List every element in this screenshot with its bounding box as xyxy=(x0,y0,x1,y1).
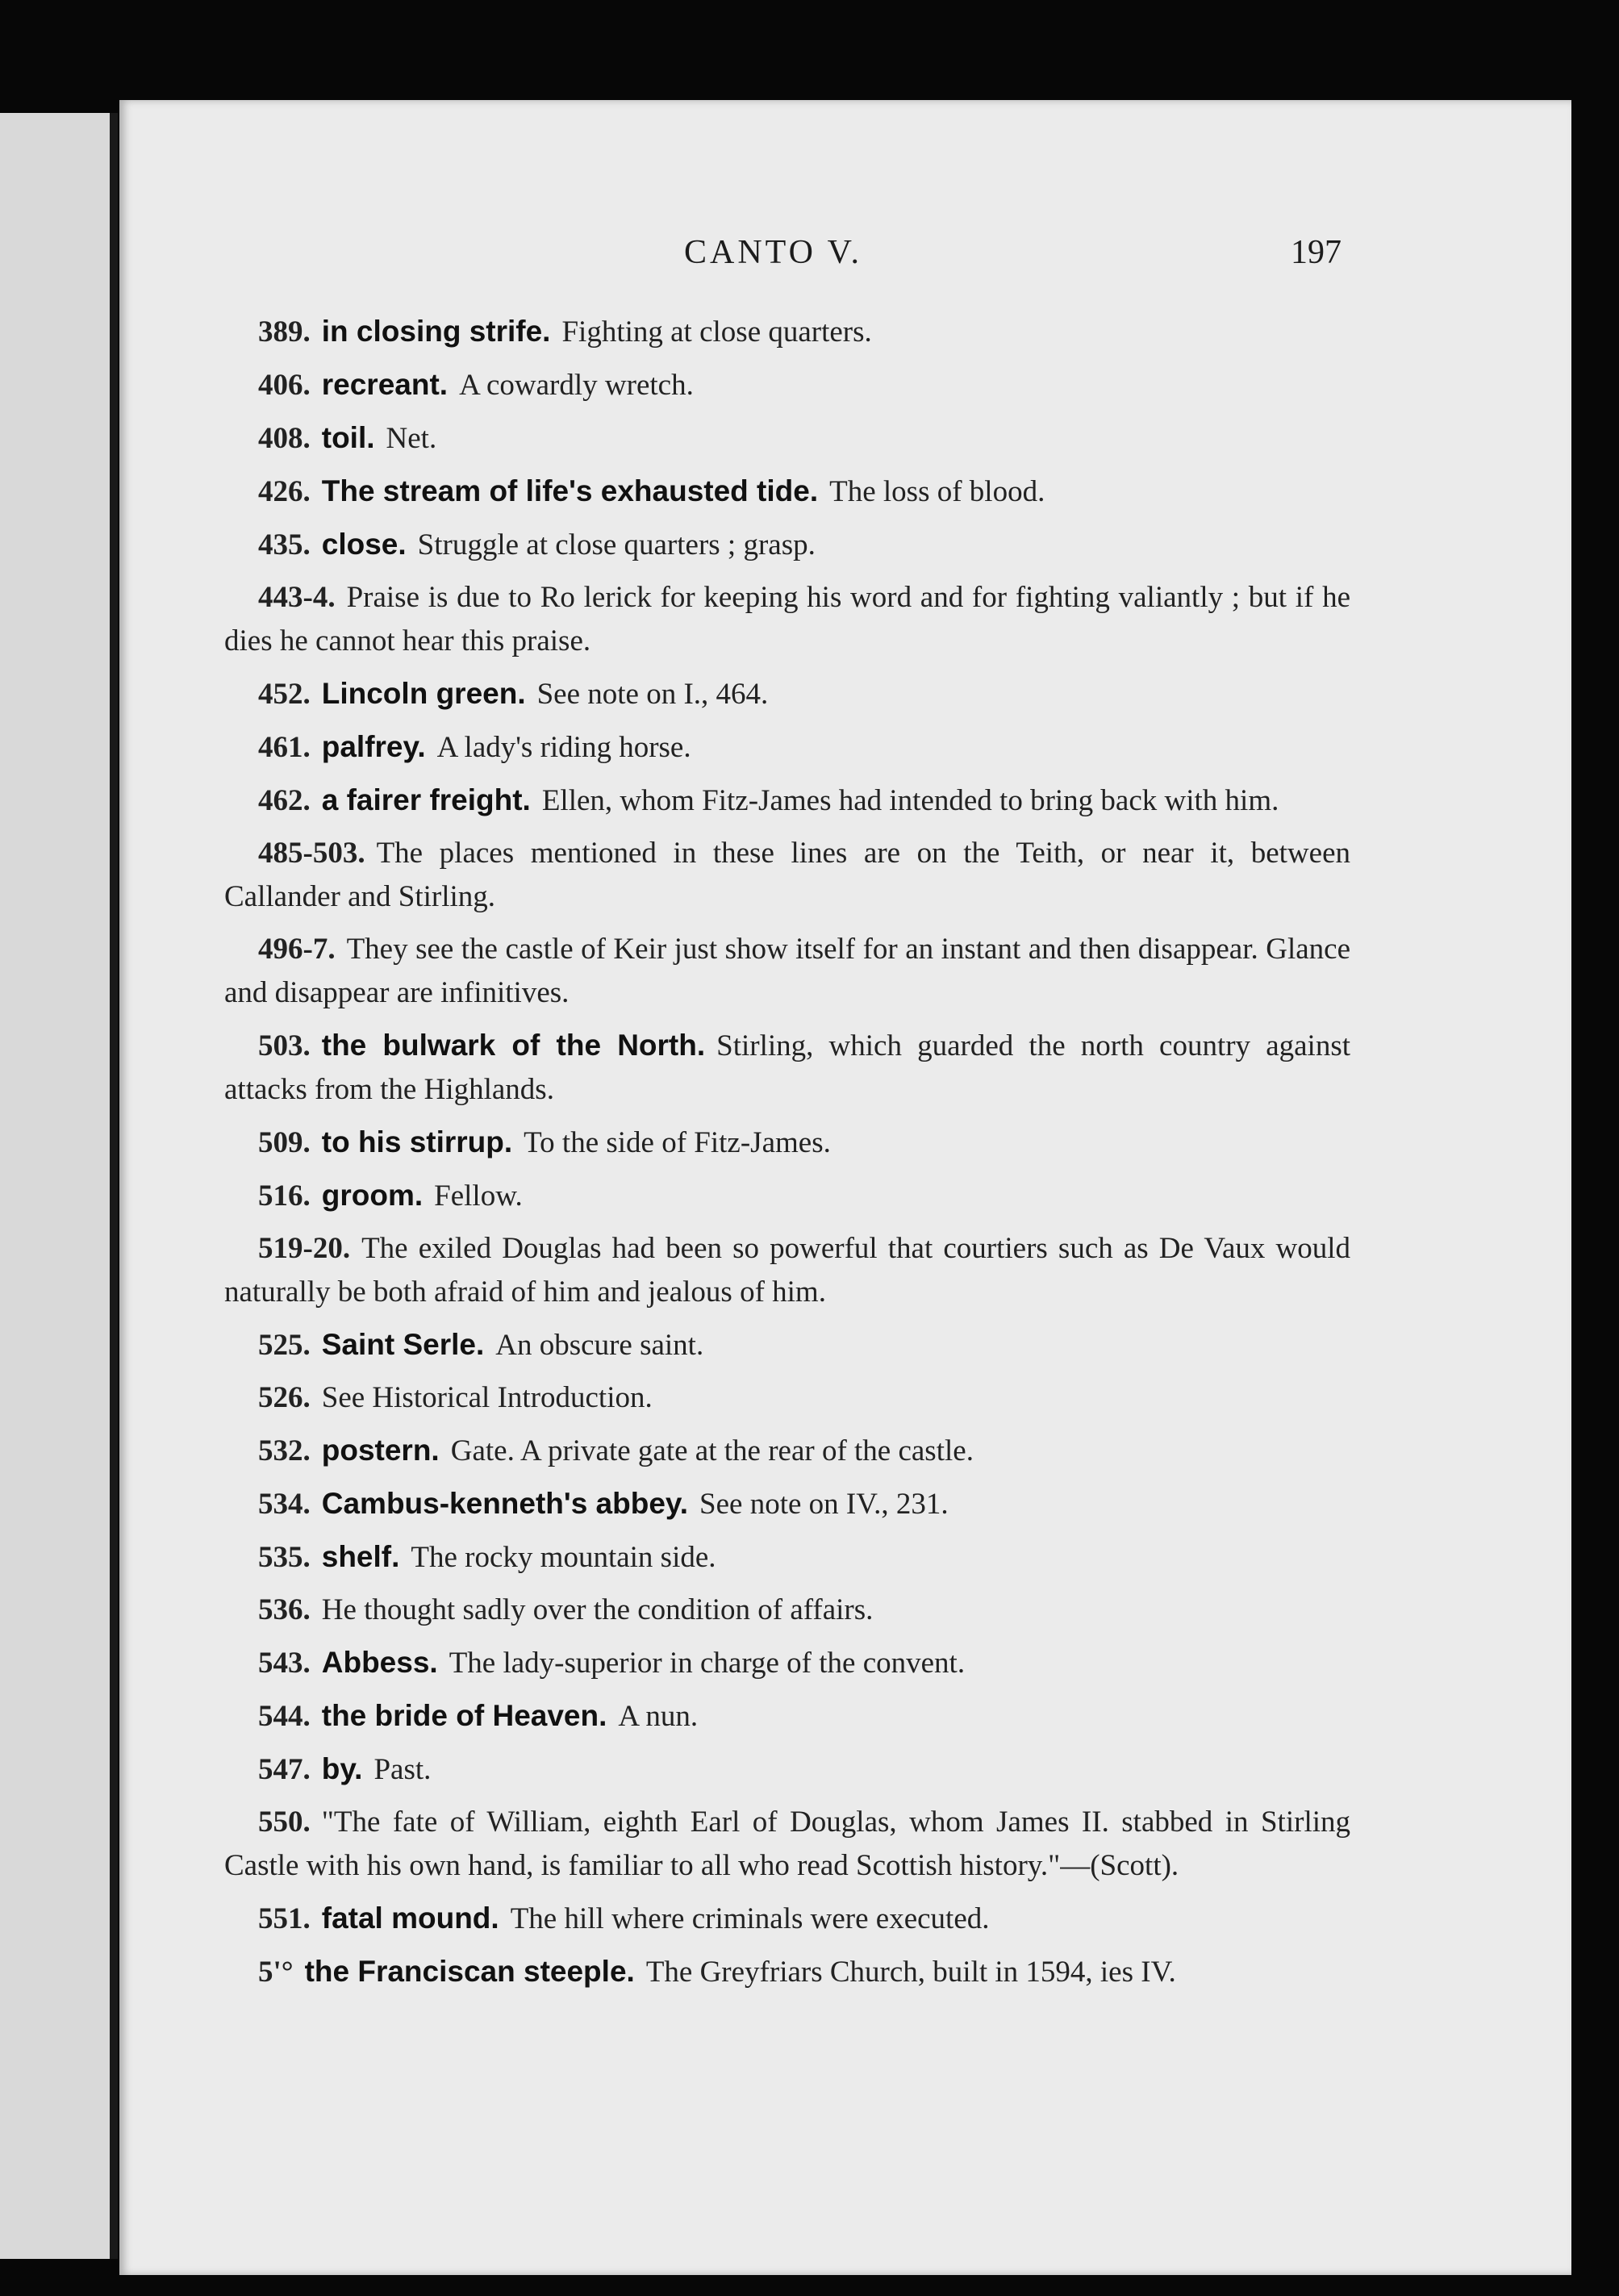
line-number: 406. xyxy=(258,369,311,402)
glossed-term: palfrey. xyxy=(321,730,426,763)
note-definition: "The fate of William, eighth Earl of Douglas, whom James II. stabbed in Stirling Castle with his own hand, is familiar to all who read Scottish history."—(Scott). xyxy=(224,1805,1350,1882)
glossed-term: groom. xyxy=(321,1179,424,1212)
note-definition: Fighting at close quarters. xyxy=(561,315,872,349)
glossed-term: recreant. xyxy=(321,368,449,401)
glossed-term: Abbess. xyxy=(321,1646,438,1679)
note-definition: Net. xyxy=(386,422,437,455)
note-entry xyxy=(224,1588,1350,1632)
line-number: 461. xyxy=(258,731,311,764)
note-entry xyxy=(224,523,1350,567)
note-definition: The exiled Douglas had been so powerful that courtiers such as De Vaux would naturally be both afraid of him and jealous of him. xyxy=(224,1232,1350,1309)
line-number: 426. xyxy=(258,475,311,508)
note-entry xyxy=(224,363,1350,407)
note-entry xyxy=(224,1950,1350,1994)
note-definition: Stirling, which guarded the north country against attacks from the Highlands. xyxy=(224,1029,1350,1106)
note-entry xyxy=(224,1024,1350,1112)
note-entry xyxy=(224,416,1350,461)
note-entry xyxy=(224,1174,1350,1218)
note-definition: An obscure saint. xyxy=(495,1329,704,1362)
glossed-term: the bulwark of the North. xyxy=(321,1029,706,1062)
note-definition: A cowardly wretch. xyxy=(459,369,694,402)
note-definition: See note on IV., 231. xyxy=(699,1488,949,1521)
line-number: 525. xyxy=(258,1329,311,1362)
note-definition: Praise is due to Ro lerick for keeping his word and for fighting valiantly ; but if he dies he cannot hear this praise. xyxy=(224,581,1350,657)
glossed-term: close. xyxy=(321,528,407,561)
line-number: 408. xyxy=(258,422,311,455)
note-definition: The lady-superior in charge of the convent. xyxy=(449,1647,966,1680)
note-definition: See Historical Introduction. xyxy=(321,1381,653,1414)
facing-page-edge xyxy=(0,113,113,2259)
note-entry xyxy=(224,725,1350,770)
canto-title: CANTO V. xyxy=(684,234,863,271)
note-entry xyxy=(224,1429,1350,1473)
note-entry xyxy=(224,1482,1350,1526)
note-entry xyxy=(224,1227,1350,1314)
note-definition: The rocky mountain side. xyxy=(411,1541,716,1574)
line-number: 547. xyxy=(258,1753,311,1786)
note-definition: A lady's riding horse. xyxy=(436,731,691,764)
line-number: 516. xyxy=(258,1179,311,1213)
line-number: 435. xyxy=(258,528,311,561)
notes-list xyxy=(224,310,1350,2003)
glossed-term: in closing strife. xyxy=(321,315,551,348)
note-definition: The Greyfriars Church, built in 1594, ies IV. xyxy=(645,1956,1176,1989)
line-number: 544. xyxy=(258,1700,311,1733)
note-entry xyxy=(224,672,1350,716)
glossed-term: The stream of life's exhausted tide. xyxy=(321,474,819,507)
note-entry xyxy=(224,1694,1350,1739)
note-definition: He thought sadly over the condition of affairs. xyxy=(321,1593,874,1626)
glossed-term: Lincoln green. xyxy=(321,677,526,710)
book-page xyxy=(119,100,1571,2275)
page-number: 197 xyxy=(1291,234,1342,271)
line-number: 496-7. xyxy=(258,933,336,966)
note-entry xyxy=(224,779,1350,823)
note-definition: Past. xyxy=(373,1753,432,1786)
note-definition: The loss of blood. xyxy=(829,475,1045,508)
note-entry xyxy=(224,576,1350,663)
glossed-term: postern. xyxy=(321,1434,440,1467)
note-definition: The places mentioned in these lines are on the Teith, or near it, between Callander and Stirling. xyxy=(224,837,1350,913)
line-number: 526. xyxy=(258,1381,311,1414)
glossed-term: to his stirrup. xyxy=(321,1125,513,1158)
note-entry xyxy=(224,1641,1350,1685)
book-spine xyxy=(110,113,118,2259)
note-entry xyxy=(224,1747,1350,1792)
note-entry xyxy=(224,1323,1350,1367)
note-entry xyxy=(224,1897,1350,1941)
note-entry xyxy=(224,1535,1350,1580)
line-number: 551. xyxy=(258,1902,311,1935)
line-number: 5'° xyxy=(258,1956,294,1989)
note-definition: Ellen, whom Fitz-James had intended to bring back with him. xyxy=(541,784,1279,817)
running-head xyxy=(119,233,1571,282)
line-number: 534. xyxy=(258,1488,311,1521)
note-entry xyxy=(224,1801,1350,1888)
note-definition: Gate. A private gate at the rear of the castle. xyxy=(450,1434,974,1467)
line-number: 532. xyxy=(258,1434,311,1467)
line-number: 443-4. xyxy=(258,581,336,614)
line-number: 485-503. xyxy=(258,837,365,870)
note-definition: See note on I., 464. xyxy=(536,678,769,711)
line-number: 535. xyxy=(258,1541,311,1574)
line-number: 550. xyxy=(258,1805,311,1839)
line-number: 503. xyxy=(258,1029,311,1062)
line-number: 509. xyxy=(258,1126,311,1159)
glossed-term: the bride of Heaven. xyxy=(321,1699,607,1732)
glossed-term: Cambus-kenneth's abbey. xyxy=(321,1487,689,1520)
glossed-term: by. xyxy=(321,1752,363,1785)
note-definition: To the side of Fitz-James. xyxy=(524,1126,831,1159)
note-definition: A nun. xyxy=(618,1700,699,1733)
glossed-term: the Franciscan steeple. xyxy=(304,1955,635,1988)
note-definition: The hill where criminals were executed. xyxy=(510,1902,990,1935)
note-entry xyxy=(224,1376,1350,1420)
note-definition: Fellow. xyxy=(434,1179,523,1213)
line-number: 389. xyxy=(258,315,311,349)
line-number: 519-20. xyxy=(258,1232,351,1265)
note-entry xyxy=(224,928,1350,1015)
glossed-term: shelf. xyxy=(321,1540,400,1573)
line-number: 536. xyxy=(258,1593,311,1626)
note-entry xyxy=(224,832,1350,919)
glossed-term: Saint Serle. xyxy=(321,1328,485,1361)
note-definition: Struggle at close quarters ; grasp. xyxy=(417,528,816,561)
glossed-term: fatal mound. xyxy=(321,1902,499,1935)
line-number: 543. xyxy=(258,1647,311,1680)
glossed-term: toil. xyxy=(321,421,375,454)
line-number: 452. xyxy=(258,678,311,711)
note-entry xyxy=(224,1121,1350,1165)
line-number: 462. xyxy=(258,784,311,817)
note-definition: They see the castle of Keir just show itself for an instant and then disappear. Glance and disappear are infinitives. xyxy=(224,933,1350,1009)
note-entry xyxy=(224,310,1350,354)
glossed-term: a fairer freight. xyxy=(321,783,531,816)
note-entry xyxy=(224,470,1350,514)
